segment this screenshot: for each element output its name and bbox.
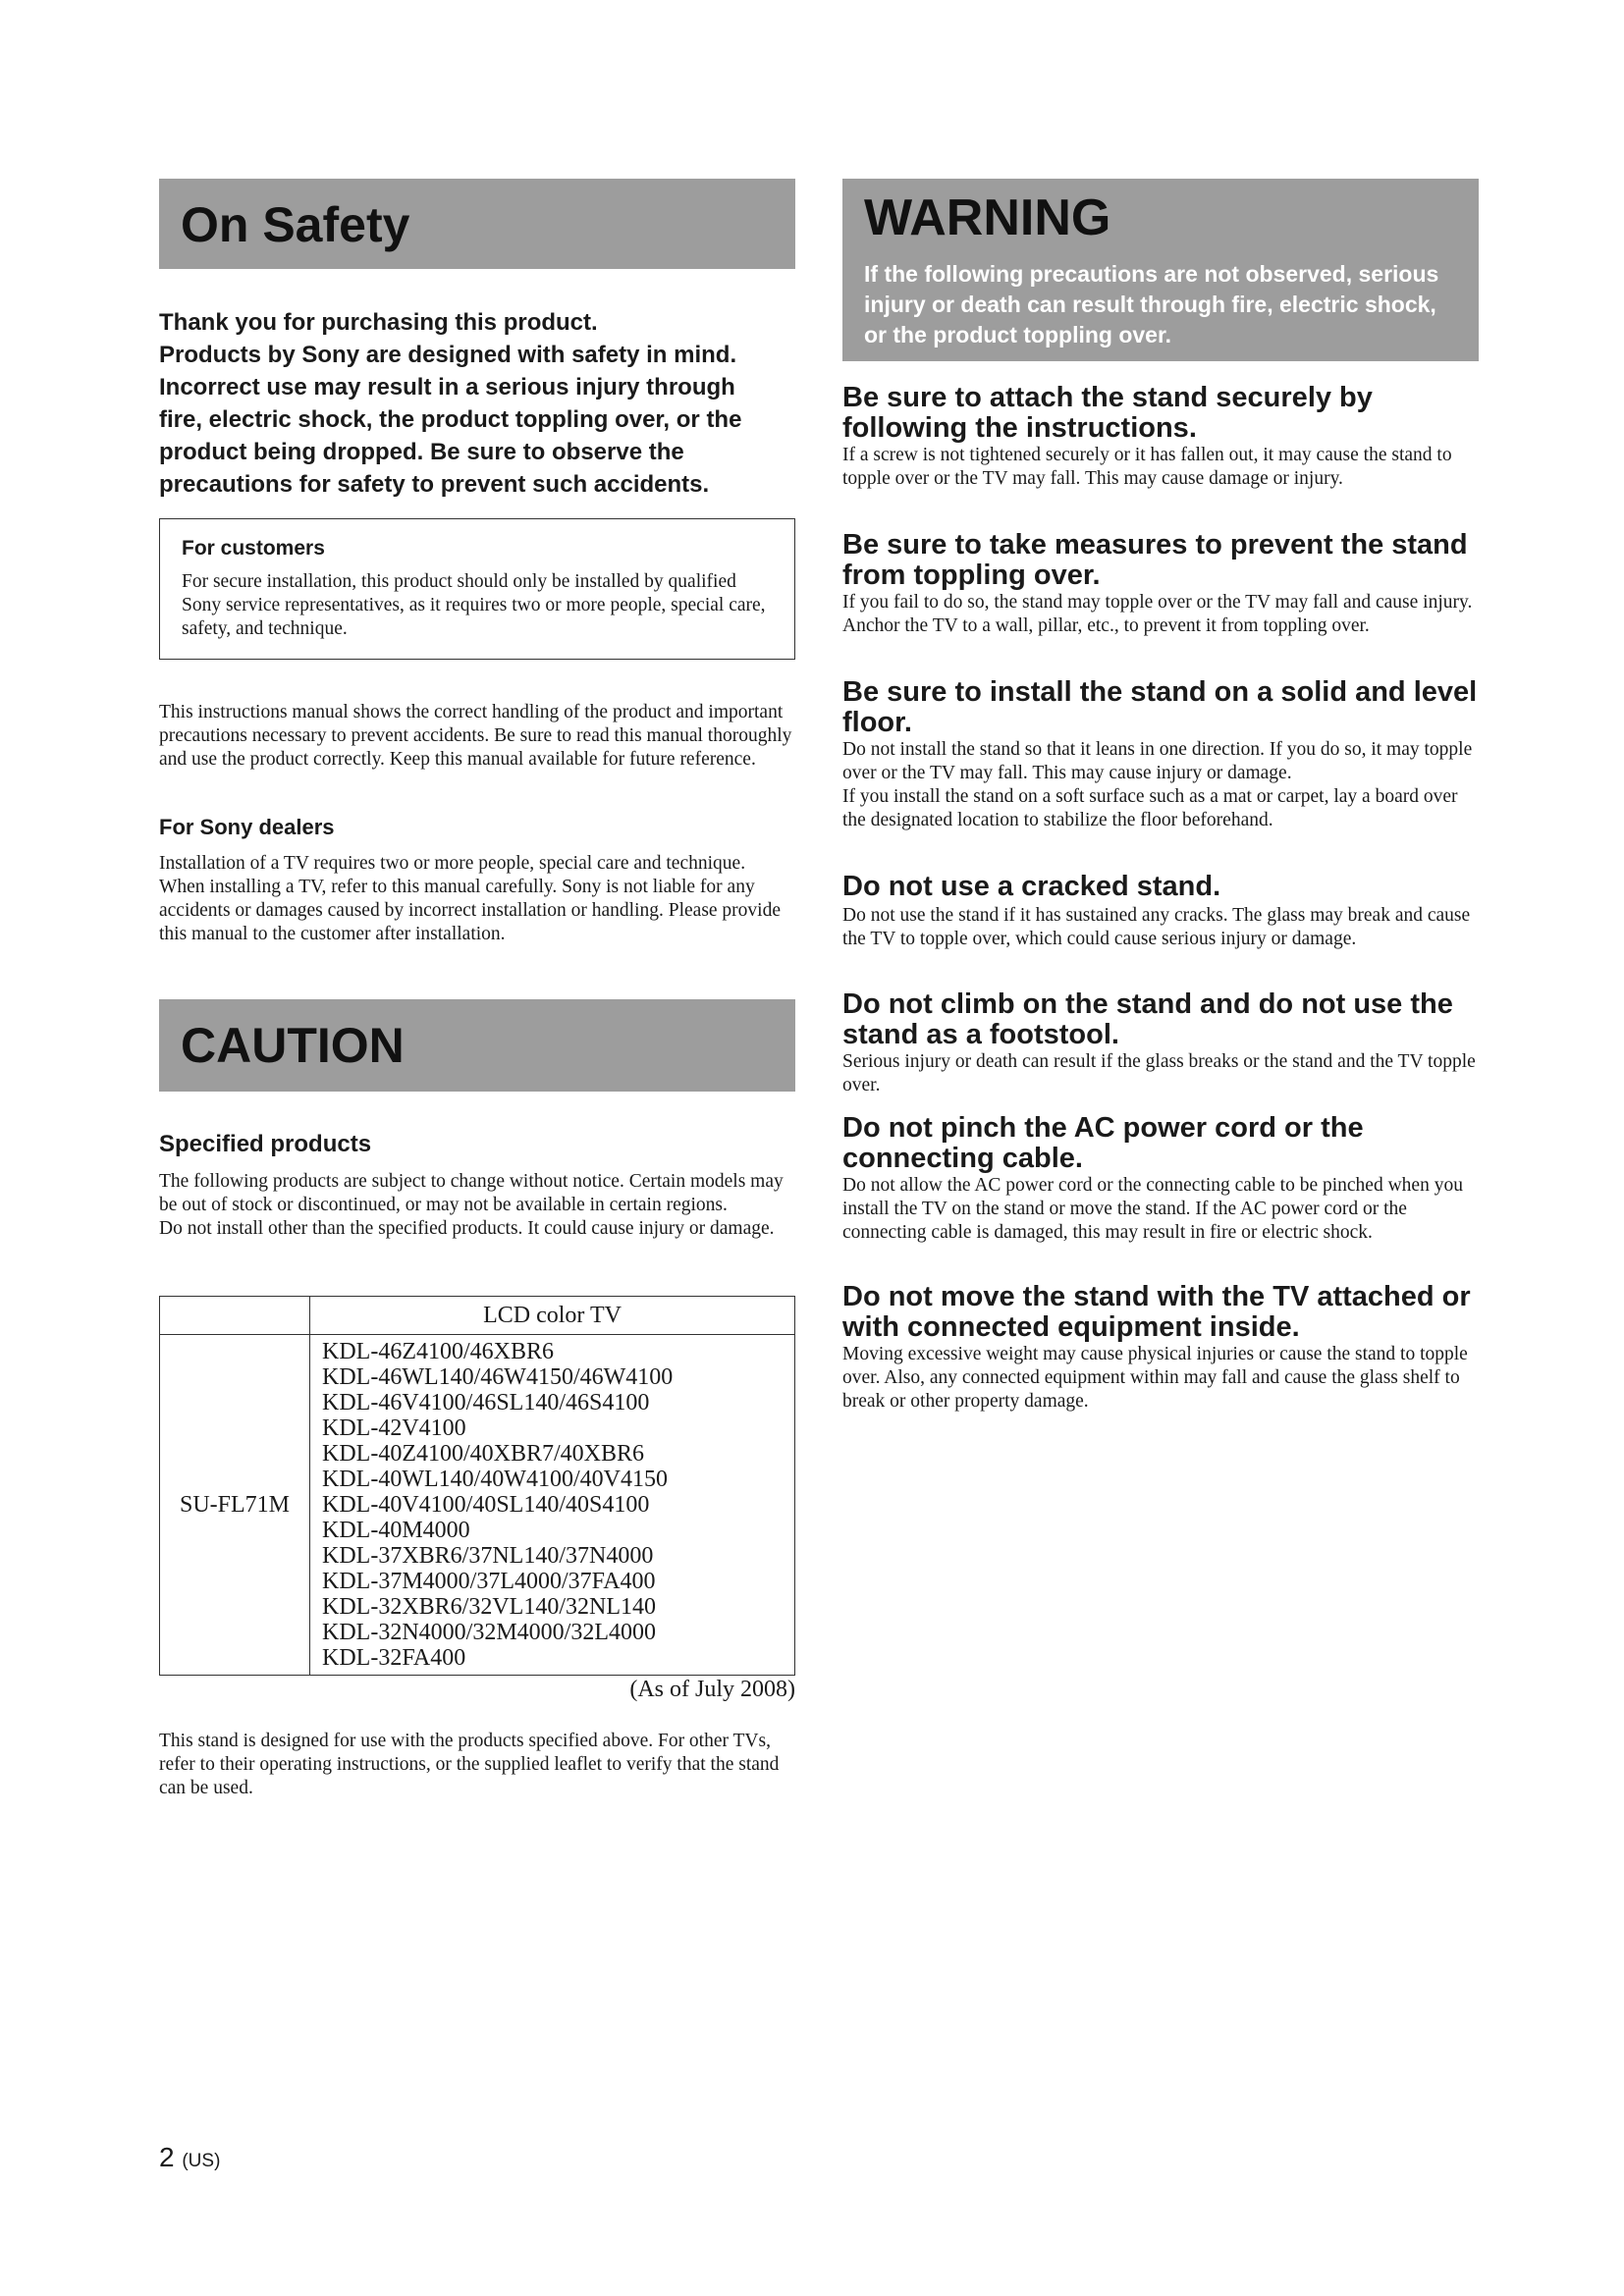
warning-item-prevent-toppling — [842, 530, 1479, 638]
warning-text: Serious injury or death can result if the glass breaks or the stand and the TV topple over. — [842, 1051, 1476, 1095]
table-header-blank — [160, 1297, 310, 1335]
table-row: KDL-40Z4100/40XBR7/40XBR6 — [322, 1441, 645, 1467]
for-customers-box — [159, 518, 795, 660]
warning-text-2: If you install the stand on a soft surface such as a mat or carpet, lay a board over the designated location to stabilize the floor beforehand. — [842, 786, 1458, 830]
on-safety-title: On Safety — [181, 197, 410, 252]
warning-heading: Do not climb on the stand and do not use the stand as a footstool. — [842, 988, 1453, 1050]
warning-subtitle: If the following precautions are not observed, serious injury or death can result through fire, electric shock, or the product toppling over. — [864, 261, 1439, 347]
specified-products-text-1: The following products are subject to change without notice. Certain models may be out of stock or discontinued, or may not be available in certain regions. — [159, 1171, 784, 1215]
table-row: KDL-46V4100/46SL140/46S4100 — [322, 1390, 650, 1415]
intro-line: fire, electric shock, the product toppling over, or the — [159, 406, 742, 433]
warning-item-cracked-stand — [842, 872, 1479, 951]
specified-products-text — [159, 1170, 795, 1241]
warning-banner — [842, 179, 1479, 361]
warning-text: Do not use the stand if it has sustained any cracks. The glass may break and cause the TV to topple over, which could cause serious injury or damage. — [842, 905, 1471, 949]
intro-text — [159, 306, 807, 501]
for-sony-dealers-title: For Sony dealers — [159, 815, 335, 839]
table-row: KDL-46Z4100/46XBR6 — [322, 1339, 554, 1364]
stand-model-name: SU-FL71M — [160, 1335, 310, 1676]
warning-text: If a screw is not tightened securely or it has fallen out, it may cause the stand to topple over or the TV may fall. This may cause damage or injury. — [842, 445, 1452, 489]
warning-heading: Be sure to attach the stand securely by following the instructions. — [842, 382, 1373, 444]
warning-heading: Do not move the stand with the TV attached or with connected equipment inside. — [842, 1281, 1471, 1343]
intro-line: product being dropped. Be sure to observe the — [159, 439, 684, 465]
as-of-date: (As of July 2008) — [629, 1677, 795, 1702]
table-row: KDL-42V4100 — [322, 1415, 466, 1441]
table-row: KDL-37XBR6/37NL140/37N4000 — [322, 1543, 654, 1569]
warning-item-do-not-climb — [842, 989, 1479, 1097]
table-row: KDL-32XBR6/32VL140/32NL140 — [322, 1594, 656, 1620]
page-number — [159, 2142, 220, 2173]
intro-line: Thank you for purchasing this product. — [159, 309, 598, 336]
warning-text: Do not allow the AC power cord or the connecting cable to be pinched when you install the TV on the stand or move the stand. If the AC power cord or the connecting cable is damaged, this may result in fire or electric shock. — [842, 1175, 1463, 1243]
warning-title: WARNING — [864, 189, 1111, 246]
warning-item-do-not-pinch — [842, 1113, 1479, 1245]
warning-item-do-not-move — [842, 1282, 1479, 1414]
table-row: KDL-40V4100/40SL140/40S4100 — [322, 1492, 650, 1518]
warning-heading: Do not pinch the AC power cord or the connecting cable. — [842, 1112, 1364, 1174]
for-customers-title: For customers — [182, 537, 325, 560]
table-row: KDL-40M4000 — [322, 1518, 470, 1543]
page-region: (US) — [182, 2151, 221, 2171]
caution-title: CAUTION — [181, 1018, 405, 1073]
table-row: KDL-40WL140/40W4100/40V4150 — [322, 1467, 668, 1492]
table-row: KDL-37M4000/37L4000/37FA400 — [322, 1569, 656, 1594]
designed-for-text: This stand is designed for use with the products specified above. For other TVs, refer to their operating instructions, or the supplied leaflet to verify that the stand can be used. — [159, 1731, 780, 1798]
for-customers-text: For secure installation, this product should only be installed by qualified Sony service representatives, as it requires two or more people, special care, safety, and technique. — [182, 571, 766, 639]
table-row: KDL-32N4000/32M4000/32L4000 — [322, 1620, 656, 1645]
intro-line: Incorrect use may result in a serious injury through — [159, 374, 735, 400]
manual-text: This instructions manual shows the correct handling of the product and important precautions necessary to prevent accidents. Be sure to read this manual thoroughly and use the product correctly. Keep this manual available for future reference. — [159, 702, 792, 770]
intro-line: precautions for safety to prevent such accidents. — [159, 471, 710, 498]
specified-products-text-2: Do not install other than the specified products. It could cause injury or damage. — [159, 1218, 775, 1239]
warning-item-solid-level-floor — [842, 677, 1479, 832]
warning-text: Moving excessive weight may cause physical injuries or cause the stand to topple over. Also, any connected equipment within may fall and cause the glass shelf to break or other property damage. — [842, 1344, 1468, 1412]
warning-text: If you fail to do so, the stand may topple over or the TV may fall and cause injury. Anchor the TV to a wall, pillar, etc., to prevent it from toppling over. — [842, 592, 1473, 636]
compatible-models-cell — [310, 1335, 795, 1676]
table-row: KDL-32FA400 — [322, 1645, 466, 1671]
page-number-value: 2 — [159, 2142, 175, 2172]
caution-banner — [159, 999, 795, 1092]
warning-heading: Be sure to take measures to prevent the stand from toppling over. — [842, 529, 1468, 591]
table-row: KDL-46WL140/46W4150/46W4100 — [322, 1364, 674, 1390]
intro-line: Products by Sony are designed with safety in mind. — [159, 342, 737, 368]
specified-products-table — [159, 1296, 795, 1676]
specified-products-title: Specified products — [159, 1131, 372, 1157]
on-safety-banner — [159, 179, 795, 269]
warning-heading: Be sure to install the stand on a solid and level floor. — [842, 676, 1478, 738]
warning-heading: Do not use a cracked stand. — [842, 871, 1221, 902]
warning-text: Do not install the stand so that it leans in one direction. If you do so, it may topple over or the TV may fall. This may cause injury or damage. — [842, 739, 1473, 783]
for-sony-dealers-text: Installation of a TV requires two or more people, special care and technique. When installing a TV, refer to this manual carefully. Sony is not liable for any accidents or damages caused by incorrect installation or handling. Please provide this manual to the customer after installation. — [159, 853, 781, 944]
table-header-lcd-color-tv: LCD color TV — [310, 1297, 795, 1335]
warning-item-attach-securely — [842, 383, 1479, 491]
